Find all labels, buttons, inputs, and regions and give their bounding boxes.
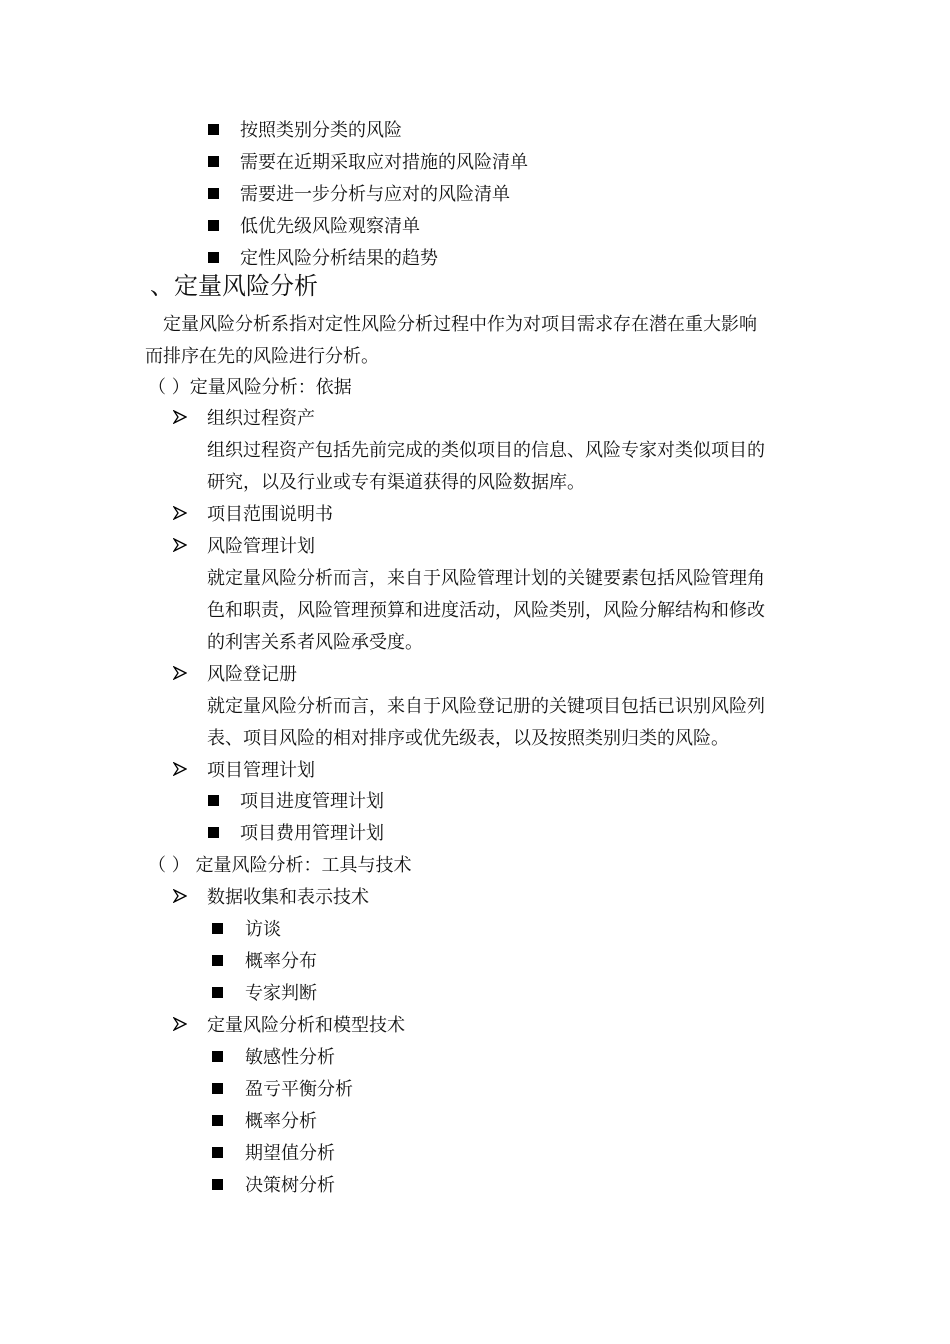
paragraph-line: 就定量风险分析而言，来自于风险登记册的关键项目包括已识别风险列	[207, 696, 765, 717]
arrow-list-item-label: 风险管理计划	[207, 536, 315, 557]
arrow-list-item	[173, 759, 315, 783]
arrow-list-item-label: 风险登记册	[207, 664, 297, 685]
list-item-text: 盈亏平衡分析	[245, 1079, 353, 1100]
paragraph-line: 研究，以及行业或专有渠道获得的风险数据库。	[207, 472, 585, 493]
list-item-text: 项目进度管理计划	[240, 791, 384, 812]
square-bullet-icon	[212, 1147, 223, 1158]
list-item-text: 项目费用管理计划	[240, 823, 384, 844]
list-item	[212, 1142, 335, 1166]
list-item-text: 专家判断	[245, 983, 317, 1004]
arrow-list-item	[173, 407, 315, 431]
square-bullet-icon	[212, 923, 223, 934]
square-bullet-icon	[208, 188, 219, 199]
list-item	[208, 247, 438, 271]
list-item-text: 期望值分析	[245, 1143, 335, 1164]
arrow-list-item	[173, 535, 315, 559]
square-bullet-icon	[212, 987, 223, 998]
list-item-text: 概率分布	[245, 951, 317, 972]
paragraph-line: 定量风险分析系指对定性风险分析过程中作为对项目需求存在潜在重大影响	[163, 314, 757, 335]
list-item	[208, 119, 402, 143]
arrow-list-item-label: 项目管理计划	[207, 760, 315, 781]
arrow-list-item	[173, 503, 333, 527]
arrow-bullet-icon	[173, 666, 187, 680]
list-item-text: 概率分析	[245, 1111, 317, 1132]
arrow-bullet-icon	[173, 1017, 187, 1031]
square-bullet-icon	[208, 252, 219, 263]
square-bullet-icon	[208, 156, 219, 167]
list-item-text: 定性风险分析结果的趋势	[240, 248, 438, 269]
arrow-bullet-icon	[173, 762, 187, 776]
arrow-bullet-icon	[173, 410, 187, 424]
square-bullet-icon	[212, 1083, 223, 1094]
list-item	[212, 982, 317, 1006]
list-item	[208, 790, 384, 814]
list-item	[212, 1174, 335, 1198]
list-item	[212, 918, 281, 942]
square-bullet-icon	[212, 1115, 223, 1126]
square-bullet-icon	[212, 955, 223, 966]
arrow-list-item	[173, 886, 369, 910]
paragraph-line: 而排序在先的风险进行分析。	[145, 346, 379, 367]
section-heading: 、定量风险分析	[150, 272, 318, 300]
list-item-text: 访谈	[245, 919, 281, 940]
paragraph-line: 的利害关系者风险承受度。	[207, 632, 423, 653]
subsection-title: （ ）定量风险分析：依据	[148, 377, 352, 398]
arrow-bullet-icon	[173, 889, 187, 903]
paragraph-line: 表、项目风险的相对排序或优先级表，以及按照类别归类的风险。	[207, 728, 729, 749]
list-item	[208, 822, 384, 846]
list-item-text: 敏感性分析	[245, 1047, 335, 1068]
square-bullet-icon	[212, 1051, 223, 1062]
arrow-list-item-label: 数据收集和表示技术	[207, 887, 369, 908]
square-bullet-icon	[212, 1179, 223, 1190]
square-bullet-icon	[208, 827, 219, 838]
arrow-list-item-label: 定量风险分析和模型技术	[207, 1015, 405, 1036]
list-item-text: 需要在近期采取应对措施的风险清单	[240, 152, 528, 173]
list-item	[212, 1078, 353, 1102]
list-item-text: 低优先级风险观察清单	[240, 216, 420, 237]
list-item	[208, 151, 528, 175]
list-item-text: 按照类别分类的风险	[240, 120, 402, 141]
arrow-list-item	[173, 1014, 405, 1038]
arrow-bullet-icon	[173, 538, 187, 552]
paragraph-line: 就定量风险分析而言，来自于风险管理计划的关键要素包括风险管理角	[207, 568, 765, 589]
arrow-list-item	[173, 663, 297, 687]
paragraph-line: 色和职责，风险管理预算和进度活动，风险类别，风险分解结构和修改	[207, 600, 765, 621]
arrow-list-item-label: 项目范围说明书	[207, 504, 333, 525]
arrow-list-item-label: 组织过程资产	[207, 408, 315, 429]
square-bullet-icon	[208, 124, 219, 135]
subsection-title: （ ） 定量风险分析：工具与技术	[148, 855, 412, 876]
square-bullet-icon	[208, 795, 219, 806]
list-item	[212, 1046, 335, 1070]
list-item	[208, 215, 420, 239]
list-item	[212, 1110, 317, 1134]
paragraph-line: 组织过程资产包括先前完成的类似项目的信息、风险专家对类似项目的	[207, 440, 765, 461]
list-item-text: 决策树分析	[245, 1175, 335, 1196]
list-item	[212, 950, 317, 974]
square-bullet-icon	[208, 220, 219, 231]
list-item-text: 需要进一步分析与应对的风险清单	[240, 184, 510, 205]
arrow-bullet-icon	[173, 506, 187, 520]
list-item	[208, 183, 510, 207]
